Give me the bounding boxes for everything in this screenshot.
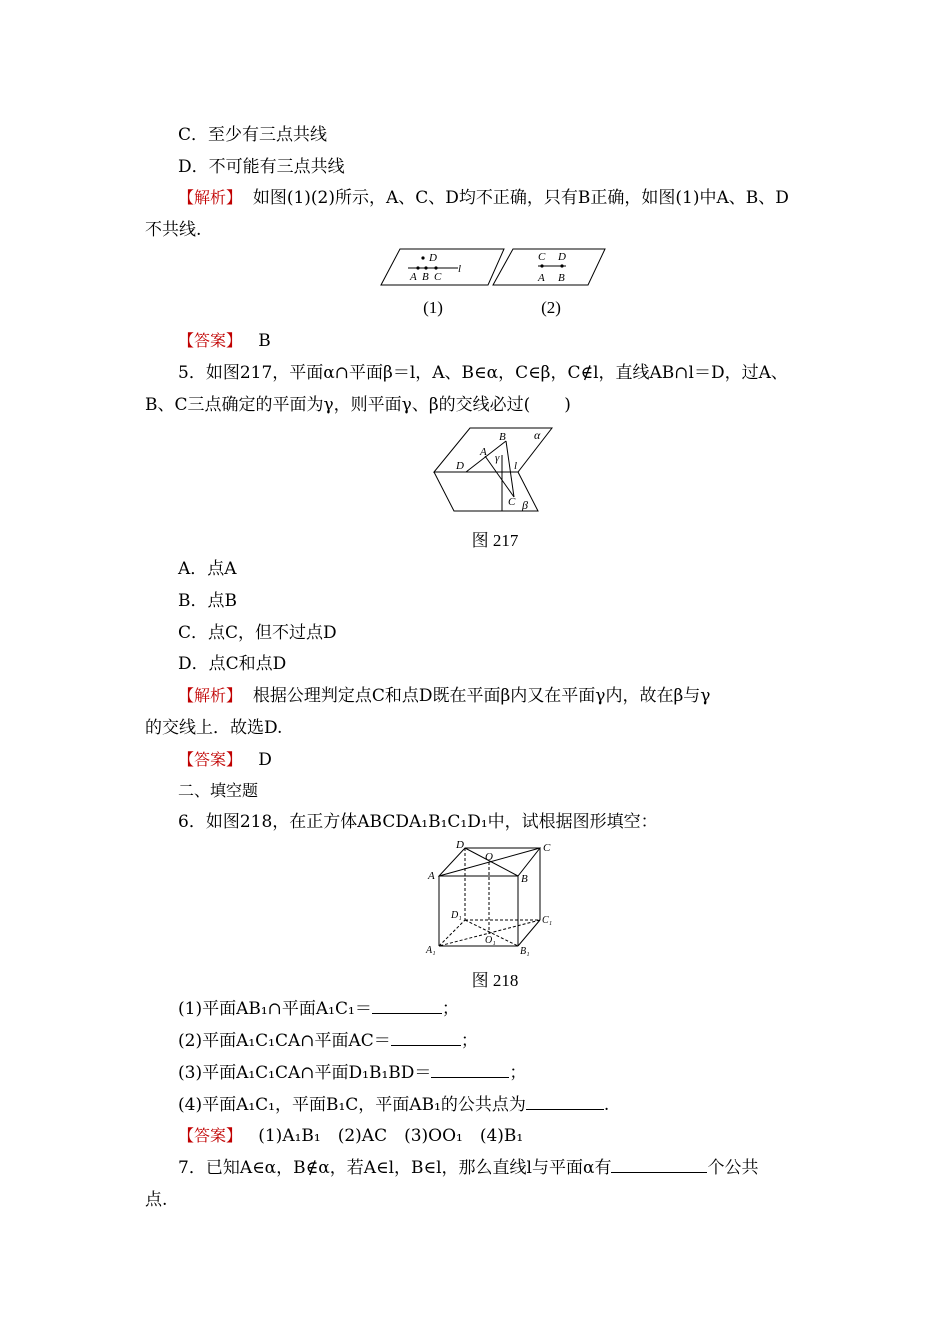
label-b: B bbox=[521, 873, 528, 885]
fig2-caption: (2) bbox=[541, 298, 561, 317]
analysis-text: 根据公理判定点C和点D既在平面β内又在平面γ内，故在β与γ bbox=[252, 686, 711, 706]
analysis-tag: 【解析】 bbox=[178, 686, 243, 705]
answer-value: (1)A₁B₁ (2)AC (3)OO₁ (4)B₁ bbox=[258, 1126, 524, 1146]
label-beta: β bbox=[522, 498, 528, 512]
label-c1: C₁ bbox=[542, 915, 553, 926]
label-b2: B bbox=[558, 272, 565, 284]
point-b bbox=[424, 266, 427, 269]
label-a: A bbox=[480, 446, 487, 458]
plane-1 bbox=[381, 249, 504, 285]
period: . bbox=[603, 1095, 610, 1115]
label-l: l bbox=[514, 460, 518, 472]
point-c bbox=[434, 266, 437, 269]
edge-b1c1 bbox=[518, 920, 540, 946]
q4-answer bbox=[178, 329, 271, 353]
label-d: D bbox=[456, 460, 464, 472]
label-o: O bbox=[485, 851, 493, 863]
q4-option-d: D．不可能有三点共线 bbox=[178, 157, 345, 177]
point-a bbox=[416, 266, 419, 269]
line-bc bbox=[506, 441, 514, 497]
answer-value: D bbox=[258, 750, 272, 770]
blank-3[interactable] bbox=[431, 1061, 509, 1078]
label-l: l bbox=[458, 263, 462, 275]
label-a2: A bbox=[538, 272, 545, 284]
item2-text: (2)平面A₁C₁CA∩平面AC＝ bbox=[178, 1031, 391, 1051]
q7-stem-line1 bbox=[178, 1156, 758, 1180]
fig-217 bbox=[430, 425, 560, 515]
label-b: B bbox=[422, 271, 429, 283]
semicolon: ； bbox=[441, 999, 459, 1019]
q6-item4 bbox=[178, 1093, 609, 1117]
q4-figures bbox=[378, 246, 608, 290]
point-d bbox=[421, 256, 424, 259]
q4-analysis-line2: 不共线. bbox=[145, 220, 202, 240]
blank-4[interactable] bbox=[526, 1093, 604, 1110]
blank-1[interactable] bbox=[372, 997, 442, 1014]
label-c: C bbox=[508, 496, 516, 508]
label-c: C bbox=[434, 271, 442, 283]
point-b2 bbox=[560, 264, 563, 267]
item1-text: (1)平面AB₁∩平面A₁C₁＝ bbox=[178, 999, 372, 1019]
q4-option-c: C．至少有三点共线 bbox=[178, 125, 328, 145]
blank-2[interactable] bbox=[391, 1029, 461, 1046]
label-gamma: γ bbox=[495, 452, 500, 464]
q5-stem-line2: B、C三点确定的平面为γ，则平面γ、β的交线必过( ) bbox=[145, 395, 571, 415]
q6-stem: 6．如图218，在正方体ABCDA₁B₁C₁D₁中，试根据图形填空： bbox=[178, 812, 658, 832]
label-b1: B₁ bbox=[520, 946, 530, 957]
answer-tag: 【答案】 bbox=[178, 750, 243, 769]
analysis-text: 如图(1)(2)所示，A、C、D均不正确，只有B正确，如图(1)中A、B、D bbox=[252, 188, 789, 208]
q6-item2 bbox=[178, 1029, 478, 1053]
fig-217-caption: 图 217 bbox=[471, 531, 519, 550]
q5-stem-line1: 5．如图217，平面α∩平面β＝l，A、B∈α，C∈β，C∉l，直线AB∩l＝D，过A、 bbox=[178, 363, 788, 383]
label-c2: C bbox=[538, 251, 546, 263]
q5-option-c: C．点C，但不过点D bbox=[178, 623, 337, 643]
q7-stem-line2: 点. bbox=[145, 1190, 168, 1210]
edge-a1d1 bbox=[439, 920, 465, 946]
q6-answer bbox=[178, 1124, 523, 1148]
q6-item3 bbox=[178, 1061, 526, 1085]
section-heading: 二、填空题 bbox=[178, 781, 259, 800]
label-d: D bbox=[429, 252, 437, 264]
q7-tail: 个公共 bbox=[707, 1158, 759, 1178]
fig-218-caption: 图 218 bbox=[471, 971, 519, 990]
answer-tag: 【答案】 bbox=[178, 1126, 243, 1145]
q5-answer bbox=[178, 748, 272, 772]
q5-option-a: A．点A bbox=[178, 559, 237, 579]
q5-option-b: B．点B bbox=[178, 591, 237, 611]
semicolon: ； bbox=[460, 1031, 478, 1051]
fig1-caption: (1) bbox=[423, 298, 443, 317]
semicolon: ； bbox=[509, 1063, 527, 1083]
q5-option-d: D．点C和点D bbox=[178, 654, 287, 674]
label-d1: D₁ bbox=[451, 910, 462, 921]
answer-value: B bbox=[258, 331, 271, 351]
line-ac bbox=[485, 456, 514, 497]
label-b: B bbox=[499, 431, 506, 443]
point-a2 bbox=[540, 264, 543, 267]
label-a1: A₁ bbox=[426, 945, 436, 956]
label-c: C bbox=[543, 842, 551, 854]
q5-analysis-line2: 的交线上．故选D. bbox=[145, 718, 283, 738]
label-a: A bbox=[428, 870, 435, 882]
item3-text: (3)平面A₁C₁CA∩平面D₁B₁BD＝ bbox=[178, 1063, 432, 1083]
analysis-tag: 【解析】 bbox=[178, 188, 243, 207]
label-d2: D bbox=[558, 251, 566, 263]
q5-analysis-line1 bbox=[178, 684, 710, 708]
label-o1: O₁ bbox=[485, 935, 496, 946]
answer-tag: 【答案】 bbox=[178, 331, 243, 350]
fig-218 bbox=[425, 838, 560, 960]
blank-q7[interactable] bbox=[611, 1156, 707, 1173]
q6-item1 bbox=[178, 997, 459, 1021]
q7-text: 7．已知A∈α，B∉α，若A∈l，B∈l，那么直线l与平面α有 bbox=[178, 1158, 612, 1178]
plane-2 bbox=[493, 249, 605, 285]
label-alpha: α bbox=[534, 428, 541, 442]
q4-analysis-line1 bbox=[178, 186, 789, 210]
item4-text: (4)平面A₁C₁，平面B₁C，平面AB₁的公共点为 bbox=[178, 1095, 526, 1115]
label-d: D bbox=[456, 839, 464, 851]
label-a: A bbox=[410, 271, 417, 283]
